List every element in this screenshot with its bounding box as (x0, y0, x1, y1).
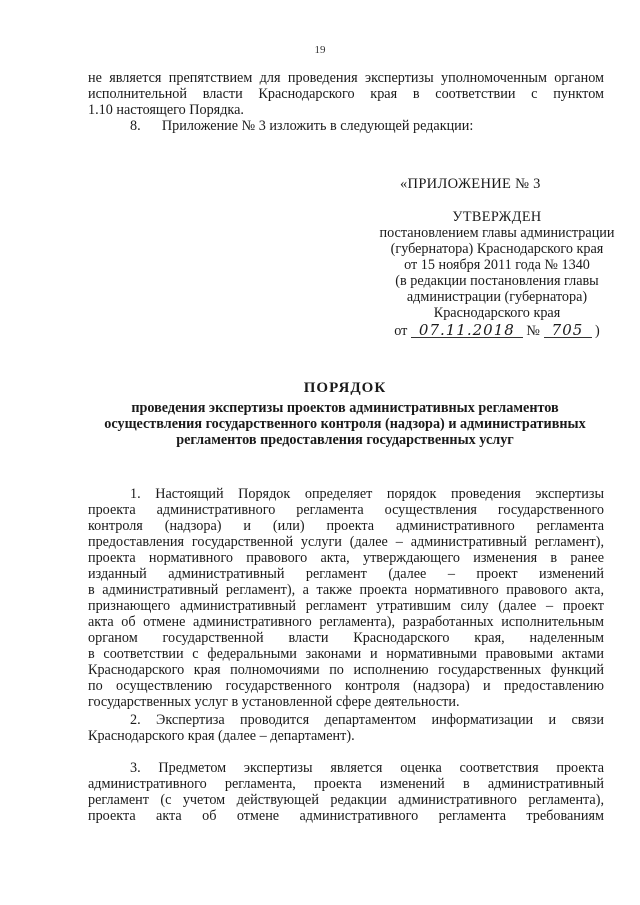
approval-stamp-block (372, 209, 622, 343)
paragraph-3 (88, 760, 604, 824)
page-number: 19 (314, 44, 326, 56)
heading-subtitle-line: регламентов предоставления государственных услуг (176, 432, 514, 448)
document-heading (80, 380, 610, 448)
approval-line: постановлением главы администрации (379, 225, 615, 241)
text-line: признающего административный регламент утратившим силу (далее – проект (88, 598, 604, 614)
item-8-line: 8. Приложение № 3 изложить в следующей редакции: (130, 118, 474, 134)
appendix-title: «ПРИЛОЖЕНИЕ № 3 (400, 176, 541, 192)
text-line: контроля (надзора) и (или) проекта административного регламента (88, 518, 604, 534)
handwritten-date: 07.11.2018 (411, 323, 523, 338)
number-prefix: № (526, 323, 540, 339)
approved-label: УТВЕРЖДЕН (452, 209, 542, 225)
from-prefix: от (394, 323, 408, 339)
text-line: проекта административного регламента осуществления государственного (88, 502, 604, 518)
text-line: исполнительной власти Краснодарского края в соответствии с пунктом (88, 86, 604, 102)
text-line: Краснодарского края (далее – департамент). (88, 728, 355, 744)
closing-paren: ) (595, 323, 600, 339)
text-line: 3. Предметом экспертизы является оценка соответствия проекта (130, 760, 604, 776)
approval-line: от 15 ноября 2011 года № 1340 (404, 257, 590, 273)
text-line: 1. Настоящий Порядок определяет порядок проведения экспертизы (130, 486, 604, 502)
approval-line: администрации (губернатора) (406, 289, 588, 305)
text-line: регламент (с учетом действующей редакции административного регламента), (88, 792, 604, 808)
text-line: акта об отмене административного регламента), разработанных исполнительным (88, 614, 604, 630)
text-line: проекта акта об отмене административного регламента требованиям (88, 808, 604, 824)
intro-paragraph (88, 70, 604, 134)
text-line: 2. Экспертиза проводится департаментом информатизации и связи (130, 712, 604, 728)
text-line: по осуществлению государственного контроля (надзора) и предоставлению (88, 678, 604, 694)
text-line: в административный регламент), а также проекта нормативного правового акта, (88, 582, 604, 598)
text-line: изданный административный регламент (далее – проект изменений (88, 566, 604, 582)
approval-date-line (372, 321, 622, 343)
approval-line: (губернатора) Краснодарского края (390, 241, 604, 257)
paragraph-2 (88, 712, 604, 744)
handwritten-number: 705 (544, 323, 592, 338)
text-line: 1.10 настоящего Порядка. (88, 102, 244, 118)
heading-title: ПОРЯДОК (303, 380, 387, 396)
text-line: органом государственной власти Краснодарского края, наделенным (88, 630, 604, 646)
text-line: проекта нормативного правового акта, утверждающего изменения в ранее (88, 550, 604, 566)
text-line: административного регламента, проекта изменений в административный (88, 776, 604, 792)
text-line: в соответствии с федеральными законами и нормативными правовыми актами (88, 646, 604, 662)
text-line: не является препятствием для проведения экспертизы уполномоченным органом (88, 70, 604, 86)
text-line: Краснодарского края полномочиями по исполнению государственных функций (88, 662, 604, 678)
paragraph-1 (88, 486, 604, 710)
text-line: предоставления государственной услуги (далее – административный регламент), (88, 534, 604, 550)
text-line: государственных услуг в установленной сфере деятельности. (88, 694, 460, 710)
heading-subtitle-line: осуществления государственного контроля (надзора) и административных (104, 416, 586, 432)
heading-subtitle-line: проведения экспертизы проектов административных регламентов (131, 400, 559, 416)
approval-line: (в редакции постановления главы (395, 273, 599, 289)
approval-line: Краснодарского края (433, 305, 561, 321)
